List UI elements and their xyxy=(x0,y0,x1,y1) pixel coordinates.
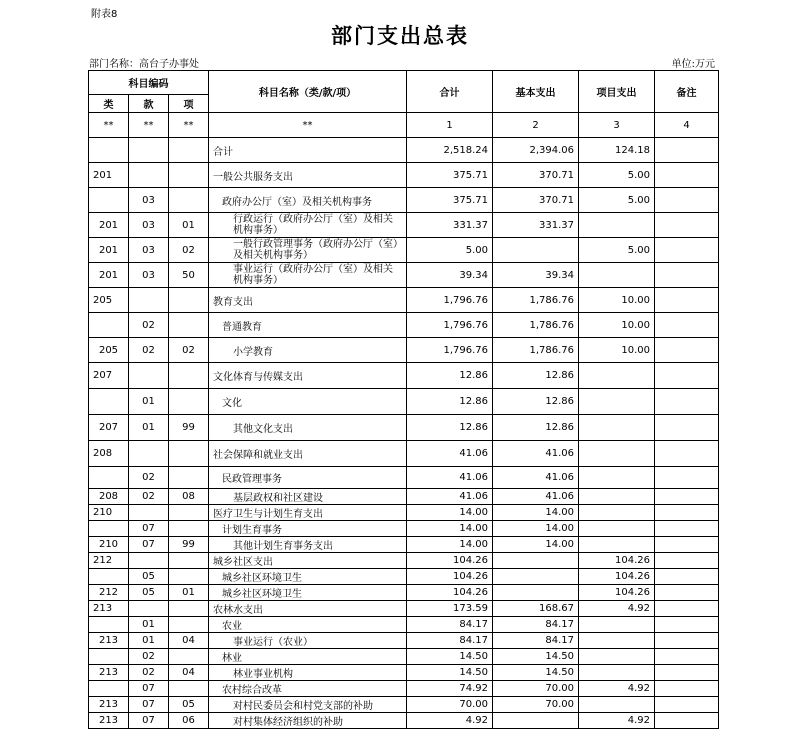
subject-name-cell: 对村民委员会和村党支部的补助 xyxy=(209,697,407,713)
code-xiang-cell: 01 xyxy=(169,585,209,601)
table-row xyxy=(89,288,719,313)
remark-cell xyxy=(655,263,719,288)
code-kuan-cell: 02 xyxy=(129,313,169,338)
remark-cell xyxy=(655,363,719,389)
table-row xyxy=(89,681,719,697)
project-cell xyxy=(579,263,655,288)
subject-name-cell: 其他计划生育事务支出 xyxy=(209,537,407,553)
table-row xyxy=(89,617,719,633)
project-cell: 104.26 xyxy=(579,569,655,585)
code-lei-cell: 213 xyxy=(89,633,129,649)
remark-cell xyxy=(655,521,719,537)
index-cell: 2 xyxy=(493,113,579,138)
subject-name-cell: 一般公共服务支出 xyxy=(209,163,407,188)
total-cell: 4.92 xyxy=(407,713,493,729)
code-lei-cell: 210 xyxy=(89,537,129,553)
total-cell: 39.34 xyxy=(407,263,493,288)
remark-cell xyxy=(655,138,719,163)
project-cell xyxy=(579,697,655,713)
code-lei-cell xyxy=(89,188,129,213)
header-xiang: 项 xyxy=(169,95,209,113)
code-xiang-cell: 99 xyxy=(169,537,209,553)
table-body xyxy=(89,138,719,729)
code-lei-cell: 201 xyxy=(89,238,129,263)
index-cell: ** xyxy=(129,113,169,138)
code-xiang-cell xyxy=(169,389,209,415)
remark-cell xyxy=(655,617,719,633)
code-lei-cell: 213 xyxy=(89,697,129,713)
subject-name-cell: 事业运行（政府办公厅（室）及相关机构事务） xyxy=(209,263,407,288)
code-xiang-cell: 08 xyxy=(169,489,209,505)
table-row xyxy=(89,505,719,521)
basic-cell: 370.71 xyxy=(493,163,579,188)
table-row xyxy=(89,313,719,338)
index-row xyxy=(89,113,719,138)
remark-cell xyxy=(655,665,719,681)
subject-name-cell: 小学教育 xyxy=(209,338,407,363)
table-row xyxy=(89,569,719,585)
project-cell xyxy=(579,665,655,681)
code-kuan-cell: 01 xyxy=(129,415,169,441)
total-cell: 104.26 xyxy=(407,553,493,569)
remark-cell xyxy=(655,633,719,649)
remark-cell xyxy=(655,553,719,569)
code-xiang-cell: 06 xyxy=(169,713,209,729)
total-cell: 2,518.24 xyxy=(407,138,493,163)
project-cell: 5.00 xyxy=(579,188,655,213)
code-xiang-cell xyxy=(169,138,209,163)
code-xiang-cell: 50 xyxy=(169,263,209,288)
subject-name-cell: 对村集体经济组织的补助 xyxy=(209,713,407,729)
total-cell: 41.06 xyxy=(407,467,493,489)
department-name: 部门名称：高台子办事处 xyxy=(89,59,199,70)
subject-name-cell: 城乡社区支出 xyxy=(209,553,407,569)
code-xiang-cell xyxy=(169,363,209,389)
header-remark: 备注 xyxy=(655,71,719,113)
subject-name-cell: 事业运行（农业） xyxy=(209,633,407,649)
project-cell: 4.92 xyxy=(579,681,655,697)
code-xiang-cell: 99 xyxy=(169,415,209,441)
code-kuan-cell xyxy=(129,601,169,617)
basic-cell: 331.37 xyxy=(493,213,579,238)
header-code-group: 科目编码 xyxy=(89,71,209,95)
total-cell: 12.86 xyxy=(407,363,493,389)
remark-cell xyxy=(655,649,719,665)
code-kuan-cell xyxy=(129,138,169,163)
code-xiang-cell xyxy=(169,569,209,585)
code-lei-cell: 207 xyxy=(89,415,129,441)
basic-cell xyxy=(493,553,579,569)
basic-cell: 14.00 xyxy=(493,521,579,537)
code-kuan-cell: 01 xyxy=(129,633,169,649)
table-row xyxy=(89,238,719,263)
total-cell: 14.00 xyxy=(407,537,493,553)
basic-cell: 12.86 xyxy=(493,363,579,389)
code-xiang-cell: 02 xyxy=(169,238,209,263)
total-cell: 14.00 xyxy=(407,505,493,521)
total-cell: 14.00 xyxy=(407,521,493,537)
basic-cell: 70.00 xyxy=(493,697,579,713)
code-xiang-cell xyxy=(169,188,209,213)
code-kuan-cell: 03 xyxy=(129,188,169,213)
table-row xyxy=(89,553,719,569)
basic-cell: 14.00 xyxy=(493,505,579,521)
code-xiang-cell xyxy=(169,313,209,338)
subject-name-cell: 教育支出 xyxy=(209,288,407,313)
code-lei-cell: 213 xyxy=(89,665,129,681)
remark-cell xyxy=(655,338,719,363)
project-cell xyxy=(579,617,655,633)
project-cell: 10.00 xyxy=(579,338,655,363)
remark-cell xyxy=(655,601,719,617)
total-cell: 70.00 xyxy=(407,697,493,713)
basic-cell: 14.00 xyxy=(493,537,579,553)
subject-name-cell: 民政管理事务 xyxy=(209,467,407,489)
code-kuan-cell: 05 xyxy=(129,569,169,585)
subject-name-cell: 农林水支出 xyxy=(209,601,407,617)
remark-cell xyxy=(655,415,719,441)
project-cell xyxy=(579,537,655,553)
remark-cell xyxy=(655,441,719,467)
project-cell: 5.00 xyxy=(579,163,655,188)
code-lei-cell: 205 xyxy=(89,288,129,313)
basic-cell: 370.71 xyxy=(493,188,579,213)
basic-cell: 1,786.76 xyxy=(493,338,579,363)
project-cell xyxy=(579,415,655,441)
code-kuan-cell: 03 xyxy=(129,213,169,238)
code-xiang-cell xyxy=(169,617,209,633)
table-row xyxy=(89,665,719,681)
code-kuan-cell: 03 xyxy=(129,263,169,288)
table-row xyxy=(89,467,719,489)
code-kuan-cell xyxy=(129,288,169,313)
header-project: 项目支出 xyxy=(579,71,655,113)
total-cell: 74.92 xyxy=(407,681,493,697)
code-xiang-cell: 02 xyxy=(169,338,209,363)
remark-cell xyxy=(655,467,719,489)
project-cell: 104.26 xyxy=(579,585,655,601)
table-row xyxy=(89,521,719,537)
subject-name-cell: 合计 xyxy=(209,138,407,163)
project-cell xyxy=(579,213,655,238)
index-cell: ** xyxy=(169,113,209,138)
total-cell: 12.86 xyxy=(407,389,493,415)
project-cell xyxy=(579,489,655,505)
table-row xyxy=(89,441,719,467)
code-lei-cell xyxy=(89,313,129,338)
code-xiang-cell xyxy=(169,553,209,569)
project-cell xyxy=(579,521,655,537)
page-title: 部门支出总表 xyxy=(331,24,469,48)
project-cell: 10.00 xyxy=(579,313,655,338)
code-kuan-cell: 07 xyxy=(129,713,169,729)
code-kuan-cell xyxy=(129,363,169,389)
project-cell xyxy=(579,467,655,489)
code-xiang-cell: 01 xyxy=(169,213,209,238)
project-cell xyxy=(579,649,655,665)
code-kuan-cell: 07 xyxy=(129,521,169,537)
subject-name-cell: 城乡社区环境卫生 xyxy=(209,569,407,585)
index-cell: 4 xyxy=(655,113,719,138)
code-kuan-cell: 05 xyxy=(129,585,169,601)
code-lei-cell: 213 xyxy=(89,601,129,617)
project-cell: 4.92 xyxy=(579,713,655,729)
subject-name-cell: 基层政权和社区建设 xyxy=(209,489,407,505)
remark-cell xyxy=(655,585,719,601)
total-cell: 1,796.76 xyxy=(407,313,493,338)
basic-cell: 41.06 xyxy=(493,467,579,489)
total-cell: 104.26 xyxy=(407,585,493,601)
code-kuan-cell xyxy=(129,441,169,467)
total-cell: 84.17 xyxy=(407,617,493,633)
code-lei-cell: 208 xyxy=(89,489,129,505)
basic-cell: 1,786.76 xyxy=(493,288,579,313)
total-cell: 104.26 xyxy=(407,569,493,585)
table-row xyxy=(89,415,719,441)
remark-cell xyxy=(655,163,719,188)
table-row xyxy=(89,389,719,415)
total-cell: 41.06 xyxy=(407,489,493,505)
remark-cell xyxy=(655,697,719,713)
remark-cell xyxy=(655,313,719,338)
header-lei: 类 xyxy=(89,95,129,113)
basic-cell xyxy=(493,585,579,601)
code-lei-cell: 213 xyxy=(89,713,129,729)
table-row xyxy=(89,263,719,288)
code-lei-cell xyxy=(89,521,129,537)
subject-name-cell: 农村综合改革 xyxy=(209,681,407,697)
subject-name-cell: 文化体育与传媒支出 xyxy=(209,363,407,389)
header-basic: 基本支出 xyxy=(493,71,579,113)
total-cell: 84.17 xyxy=(407,633,493,649)
basic-cell: 168.67 xyxy=(493,601,579,617)
code-kuan-cell: 01 xyxy=(129,617,169,633)
project-cell xyxy=(579,505,655,521)
code-xiang-cell xyxy=(169,681,209,697)
remark-cell xyxy=(655,537,719,553)
remark-cell xyxy=(655,489,719,505)
basic-cell: 14.50 xyxy=(493,665,579,681)
subject-name-cell: 农业 xyxy=(209,617,407,633)
code-xiang-cell xyxy=(169,601,209,617)
total-cell: 375.71 xyxy=(407,188,493,213)
code-xiang-cell xyxy=(169,163,209,188)
remark-cell xyxy=(655,238,719,263)
subject-name-cell: 一般行政管理事务（政府办公厅（室）及相关机构事务） xyxy=(209,238,407,263)
code-kuan-cell: 02 xyxy=(129,467,169,489)
code-kuan-cell: 07 xyxy=(129,697,169,713)
remark-cell xyxy=(655,188,719,213)
table-row xyxy=(89,138,719,163)
table-row xyxy=(89,633,719,649)
code-kuan-cell xyxy=(129,163,169,188)
basic-cell: 12.86 xyxy=(493,389,579,415)
basic-cell: 84.17 xyxy=(493,617,579,633)
project-cell xyxy=(579,633,655,649)
remark-cell xyxy=(655,389,719,415)
code-xiang-cell xyxy=(169,649,209,665)
attachment-label: 附表8 xyxy=(91,9,118,20)
code-kuan-cell: 01 xyxy=(129,389,169,415)
table-row xyxy=(89,713,719,729)
remark-cell xyxy=(655,213,719,238)
code-lei-cell xyxy=(89,389,129,415)
code-kuan-cell: 02 xyxy=(129,489,169,505)
index-cell: ** xyxy=(209,113,407,138)
basic-cell: 1,786.76 xyxy=(493,313,579,338)
code-lei-cell xyxy=(89,681,129,697)
code-lei-cell: 212 xyxy=(89,585,129,601)
table-row xyxy=(89,697,719,713)
basic-cell: 39.34 xyxy=(493,263,579,288)
subject-name-cell: 普通教育 xyxy=(209,313,407,338)
table-row xyxy=(89,338,719,363)
table-row xyxy=(89,489,719,505)
remark-cell xyxy=(655,505,719,521)
total-cell: 14.50 xyxy=(407,649,493,665)
basic-cell xyxy=(493,713,579,729)
subject-name-cell: 城乡社区环境卫生 xyxy=(209,585,407,601)
table-row xyxy=(89,649,719,665)
index-cell: ** xyxy=(89,113,129,138)
project-cell xyxy=(579,389,655,415)
total-cell: 5.00 xyxy=(407,238,493,263)
code-kuan-cell xyxy=(129,505,169,521)
basic-cell xyxy=(493,238,579,263)
code-lei-cell xyxy=(89,649,129,665)
subject-name-cell: 社会保障和就业支出 xyxy=(209,441,407,467)
code-lei-cell: 210 xyxy=(89,505,129,521)
code-kuan-cell: 02 xyxy=(129,665,169,681)
project-cell: 124.18 xyxy=(579,138,655,163)
code-lei-cell xyxy=(89,569,129,585)
table-row xyxy=(89,537,719,553)
unit-label: 单位:万元 xyxy=(671,59,715,70)
code-xiang-cell: 05 xyxy=(169,697,209,713)
code-kuan-cell: 07 xyxy=(129,681,169,697)
index-cell: 1 xyxy=(407,113,493,138)
code-lei-cell: 201 xyxy=(89,163,129,188)
subject-name-cell: 林业事业机构 xyxy=(209,665,407,681)
index-cell: 3 xyxy=(579,113,655,138)
total-cell: 1,796.76 xyxy=(407,288,493,313)
project-cell: 10.00 xyxy=(579,288,655,313)
total-cell: 375.71 xyxy=(407,163,493,188)
subject-name-cell: 行政运行（政府办公厅（室）及相关机构事务） xyxy=(209,213,407,238)
remark-cell xyxy=(655,288,719,313)
basic-cell xyxy=(493,569,579,585)
code-lei-cell: 201 xyxy=(89,213,129,238)
total-cell: 12.86 xyxy=(407,415,493,441)
code-xiang-cell xyxy=(169,505,209,521)
header-total: 合计 xyxy=(407,71,493,113)
header-name: 科目名称（类/款/项） xyxy=(209,71,407,113)
total-cell: 173.59 xyxy=(407,601,493,617)
code-lei-cell xyxy=(89,617,129,633)
code-xiang-cell xyxy=(169,467,209,489)
subject-name-cell: 政府办公厅（室）及相关机构事务 xyxy=(209,188,407,213)
code-lei-cell xyxy=(89,467,129,489)
project-cell xyxy=(579,441,655,467)
table-row xyxy=(89,585,719,601)
code-xiang-cell xyxy=(169,521,209,537)
basic-cell: 84.17 xyxy=(493,633,579,649)
code-lei-cell: 205 xyxy=(89,338,129,363)
code-lei-cell: 207 xyxy=(89,363,129,389)
table-row xyxy=(89,601,719,617)
total-cell: 331.37 xyxy=(407,213,493,238)
subject-name-cell: 计划生育事务 xyxy=(209,521,407,537)
expenditure-table xyxy=(88,70,719,729)
remark-cell xyxy=(655,713,719,729)
total-cell: 1,796.76 xyxy=(407,338,493,363)
code-lei-cell: 201 xyxy=(89,263,129,288)
basic-cell: 70.00 xyxy=(493,681,579,697)
code-lei-cell: 212 xyxy=(89,553,129,569)
code-xiang-cell: 04 xyxy=(169,633,209,649)
code-kuan-cell: 03 xyxy=(129,238,169,263)
project-cell: 5.00 xyxy=(579,238,655,263)
code-kuan-cell: 02 xyxy=(129,649,169,665)
basic-cell: 41.06 xyxy=(493,441,579,467)
table-row xyxy=(89,163,719,188)
total-cell: 41.06 xyxy=(407,441,493,467)
code-xiang-cell xyxy=(169,288,209,313)
total-cell: 14.50 xyxy=(407,665,493,681)
code-xiang-cell xyxy=(169,441,209,467)
project-cell: 4.92 xyxy=(579,601,655,617)
basic-cell: 12.86 xyxy=(493,415,579,441)
code-lei-cell xyxy=(89,138,129,163)
code-xiang-cell: 04 xyxy=(169,665,209,681)
code-kuan-cell: 07 xyxy=(129,537,169,553)
subject-name-cell: 林业 xyxy=(209,649,407,665)
code-kuan-cell: 02 xyxy=(129,338,169,363)
table-row xyxy=(89,188,719,213)
code-kuan-cell xyxy=(129,553,169,569)
subject-name-cell: 其他文化支出 xyxy=(209,415,407,441)
basic-cell: 2,394.06 xyxy=(493,138,579,163)
table-row xyxy=(89,213,719,238)
project-cell: 104.26 xyxy=(579,553,655,569)
table-row xyxy=(89,363,719,389)
remark-cell xyxy=(655,569,719,585)
basic-cell: 14.50 xyxy=(493,649,579,665)
project-cell xyxy=(579,363,655,389)
subject-name-cell: 医疗卫生与计划生育支出 xyxy=(209,505,407,521)
header-kuan: 款 xyxy=(129,95,169,113)
subject-name-cell: 文化 xyxy=(209,389,407,415)
code-lei-cell: 208 xyxy=(89,441,129,467)
basic-cell: 41.06 xyxy=(493,489,579,505)
remark-cell xyxy=(655,681,719,697)
